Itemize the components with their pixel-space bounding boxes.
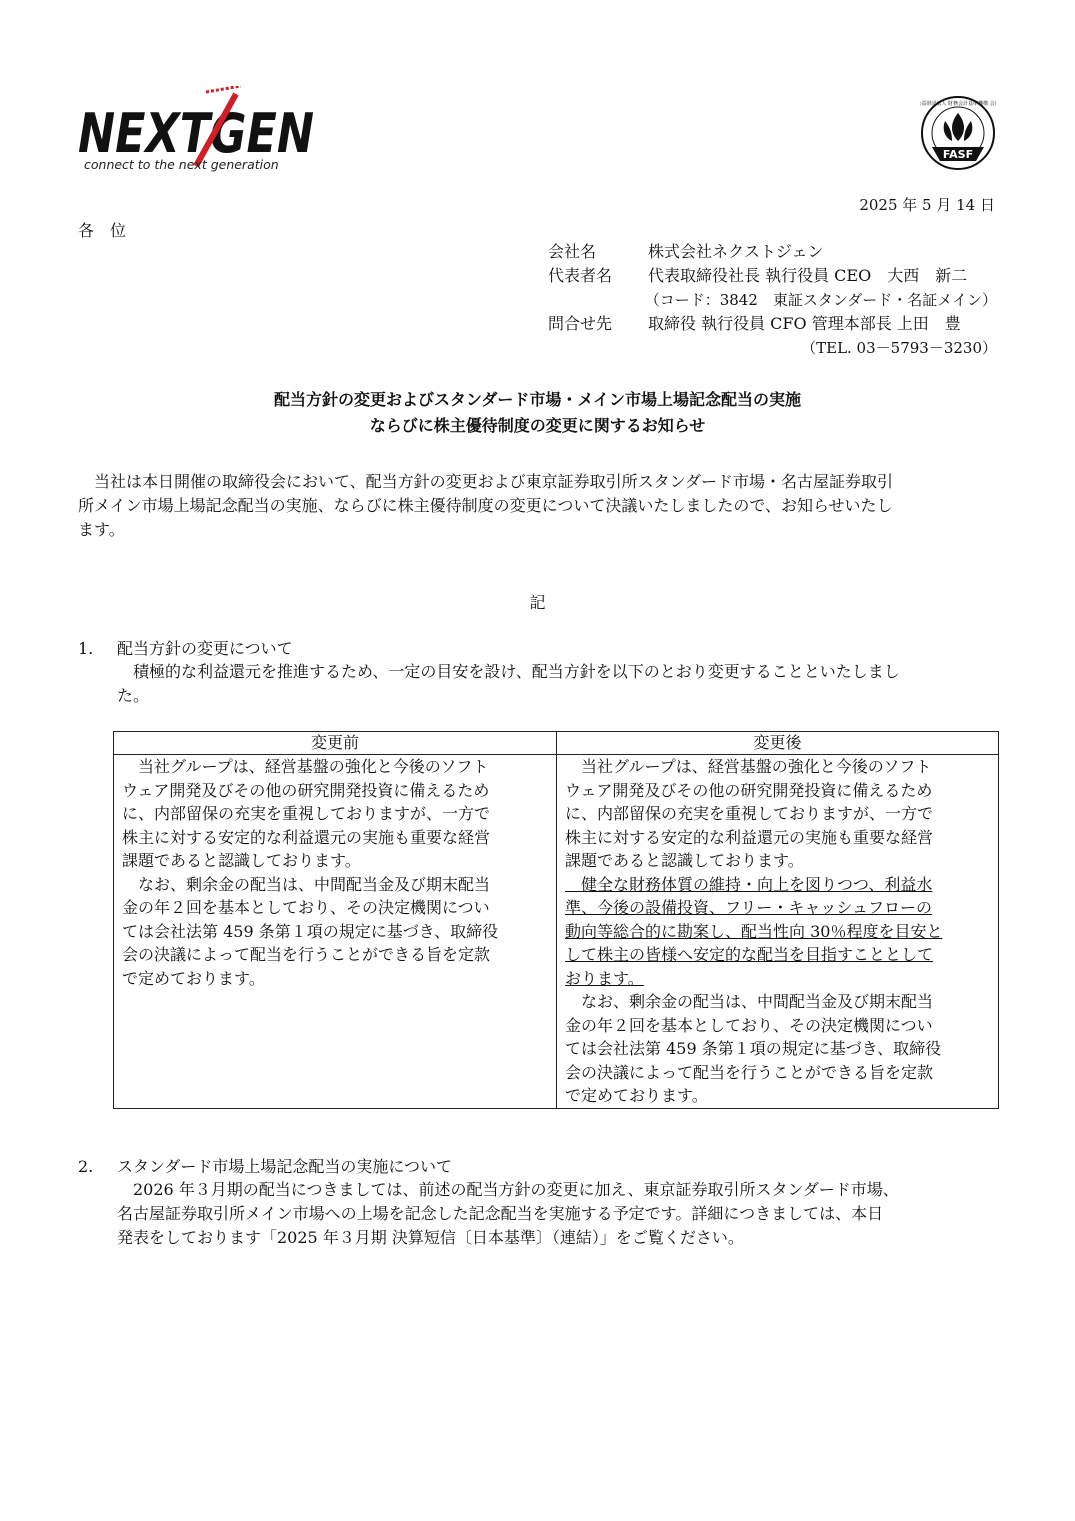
before-cell [114,755,557,1109]
section2-line: 発表をしております「2025 年３月期 決算短信〔日本基準〕（連結）」をご覧ください。 [117,1228,744,1247]
section2-line: 2026 年３月期の配当につきましては、前述の配当方針の変更に加え、東京証券取引所スタンダード市場、 [133,1180,899,1199]
before-line: ウェア開発及びその他の研究開発投資に備えるため [122,780,490,800]
section1-line: 積極的な利益還元を推進するため、一定の目安を設け、配当方針を以下のとおり変更することといたしまし [133,662,900,681]
ki-heading: 記 [529,593,546,612]
after-cell [557,755,999,1109]
before-line: 株主に対する安定的な利益還元の実施も重要な経営 [122,827,491,847]
stock-code: （コード：3842 東証スタンダード・名証メイン） [644,291,997,309]
after-line: 当社グループは、経営基盤の強化と今後のソフト [565,757,932,776]
after-line: なお、剰余金の配当は、中間配当金及び期末配当 [565,992,934,1011]
company-name-row [548,240,824,264]
before-line: 会の決議によって配当を行うことができる旨を定款 [122,945,491,964]
intro-paragraph [78,470,893,542]
nextgen-logo [76,86,321,176]
after-line: 課題であると認識しております。 [565,851,804,870]
section2-number: 2. [78,1157,94,1176]
before-line: ては会社法第 459 条第１項の規定に基づき、取締役 [122,921,499,941]
logo-tagline: connect to the next generation [84,157,279,172]
release-date: 2025 年 5 月 14 日 [859,196,995,214]
after-new-policy-line: 動向等総合的に勘案し、配当性向 30％程度を目安と [565,921,943,941]
before-line: 金の年２回を基本としており、その決定機関につい [122,898,490,917]
section1-line: た。 [117,686,150,705]
after-new-policy-line: おります。 [565,968,644,988]
company-label: 会社名 [548,242,597,261]
before-line: に、内部留保の充実を重視しておりますが、一方で [122,804,491,823]
section2-body [117,1178,899,1250]
after-new-policy-line: して株主の皆様へ安定的な配当を目指すこととして [565,945,934,964]
rep-label: 代表者名 [548,266,613,285]
representative-row [548,264,967,288]
rep-value: 代表取締役社長 執行役員 CEO 大西 新二 [648,266,968,285]
section2-line: 名古屋証券取引所メイン市場への上場を記念した記念配当を実施する予定です。詳細につきましては、本日 [117,1204,884,1223]
intro-line: 所メイン市場上場記念配当の実施、ならびに株主優待制度の変更について決議いたしましたので、お知らせいたし [78,496,893,515]
contact-tel: （TEL. 03－5793－3230） [801,339,997,357]
section1-body [117,660,900,708]
before-line: なお、剰余金の配当は、中間配当金及び期末配当 [122,874,491,894]
after-line: で定めております。 [565,1086,708,1105]
after-new-policy-line: 健全な財務体質の維持・向上を図りつつ、利益水 [565,874,933,894]
before-line: 当社グループは、経営基盤の強化と今後のソフト [122,757,489,776]
header-after: 変更後 [557,732,999,755]
fasf-ring-text: 公益財団法人 財務会計基準機構 会員 [920,101,996,107]
fasf-member-badge [920,95,996,171]
addressee: 各位 [78,221,143,240]
dividend-policy-table [113,731,999,1109]
before-line: で定めております。 [122,968,265,988]
fasf-badge-text: FASF [942,148,974,161]
document-title-line1: 配当方針の変更およびスタンダード市場・メイン市場上場記念配当の実施 [273,390,802,409]
after-line: に、内部留保の充実を重視しておりますが、一方で [565,804,934,823]
after-line: 株主に対する安定的な利益還元の実施も重要な経営 [565,827,934,847]
after-line: 会の決議によって配当を行うことができる旨を定款 [565,1062,934,1082]
contact-row [548,312,961,336]
after-new-policy-line: 準、今後の設備投資、フリー・キャッシュフローの [565,898,933,917]
contact-value: 取締役 執行役員 CFO 管理本部長 上田 豊 [648,314,961,333]
contact-label: 問合せ先 [548,314,613,333]
document-title-line2: ならびに株主優待制度の変更に関するお知らせ [369,416,706,435]
section2-heading-row [78,1154,453,1179]
section1-number: 1. [78,639,94,658]
intro-line: ます。 [78,520,125,539]
company-value: 株式会社ネクストジェン [648,242,824,261]
after-line: 金の年２回を基本としており、その決定機関につい [565,1015,933,1035]
logo-brand-text: NEXTGEN [78,102,314,165]
before-line: 課題であると認識しております。 [122,851,361,870]
header-before: 変更前 [114,732,557,755]
intro-line: 当社は本日開催の取締役会において、配当方針の変更および東京証券取引所スタンダード市場・名古屋証券取引 [94,472,894,491]
section2-heading: スタンダード市場上場記念配当の実施について [117,1157,453,1176]
section1-heading: 配当方針の変更について [117,639,293,658]
after-line: ウェア開発及びその他の研究開発投資に備えるため [565,780,933,800]
after-line: ては会社法第 459 条第１項の規定に基づき、取締役 [565,1039,942,1058]
section1-heading-row [78,636,293,661]
